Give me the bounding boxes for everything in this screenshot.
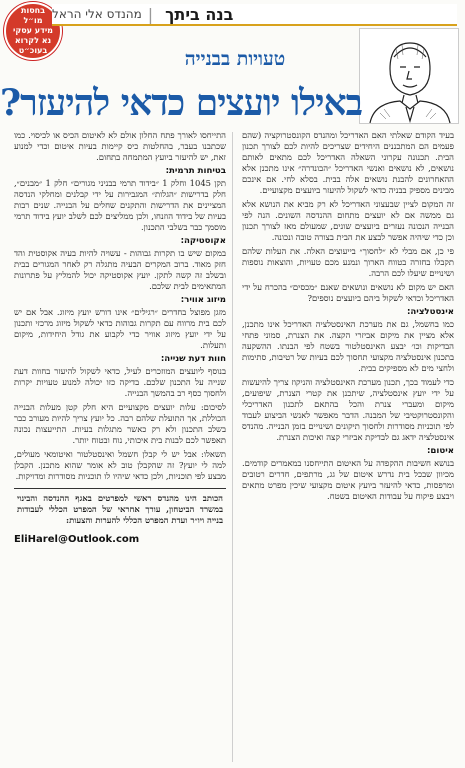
paragraph: תקן 1045 וחלק 1 ״בידוד תרמי בבניני מגורים״ חלק 1 ״מבנים״, חלק בדרישות ״הגלות״ המגבירות על ידי קבלנים ומחלקי הנדסה המציינים את הדרישות והתקנים שחלים על הבנייה. שנים רבות בעיות של בידוד הוזנחו, ולכן ממליצים לכם לשלב יועץ בידוד תרמי מוסמך כבר בשלבי התכנון. <box>14 178 226 232</box>
badge-line-5: בעוכ״ט <box>18 46 48 55</box>
paragraph: מזגן מפוצל בחדרים ״רגילים״ אינו דורש יועץ מיזוג. אבל אם יש לכם בית מרווח עם תקרות גבוהות כדאי לשקול מיזוג מרכזי ותכנון על ידי יועץ מיזוג אוויר כדי לקבוע את גודל היחידות, מיקום ותעלות. <box>14 307 226 350</box>
subheading: אינסטלציה: <box>406 307 454 317</box>
paragraph: התייחסו לאורך פתח החלון אולם לא לאיטום הכיס או לכיסוי. כמו שכתבנו בעבר, בהחלטות כיס קיימות בעיות איטום וכדי למנוע זאת, יש להיעזר ביועץ המתמחה בתחום. <box>14 130 226 162</box>
badge-line-3: מידע עסקי <box>13 26 53 35</box>
subheading: בטיחות תרמית: <box>165 166 226 176</box>
badge-line-2: מו״ל <box>23 16 43 25</box>
paragraph: כמו בחשמל, גם את מערכת האינסטלציה האדריכל אינו מתכנן, אלא מציין את מיקום אביזרי הקצה. את הצנרת, סמוני פתחי הבדיקות וכו׳ יבצע האינסטלטור בשטח לפי הבנתו. ההשקעה בתכנון אינסטלציה מקצועי תחסוך לכם בעיות של רטיבות, סתימות ולחצי מים לא מספיקים בבית. <box>242 319 454 373</box>
article-headline: באילו יועצים כדאי להיעזר? <box>0 82 362 124</box>
paragraph: לסיכום: עלות יועצים מקצועיים היא חלק קטן מעלות הבנייה הכוללת, אך התועלת שלהם רבה. כל יועץ צריך להיות מעורב כבר בשלב התכנון ולא רק כאשר מתגלות בעיות. התייעצות נכונה תאפשר לכם לבנות בית איכותי, נוח ובטוח יותר. <box>14 402 226 445</box>
left-column-body <box>14 130 226 482</box>
author-bio: הכותב הינו מהנדס ראשי למפרטים באגף ההנדסה והבינוי במשרד הביטחון, עורך אחראי של המפרט הכללי לעבודות בנייה ויו״ר ועדת המפרט הכללי להערות והצעות: <box>14 488 226 530</box>
article-columns <box>14 130 454 768</box>
paragraph: בנוסף ליועצים המוזכרים לעיל, כדאי לשקול להיעזר בחוות דעת שנייה על התכנון שלכם. בדיקה כזו יכולה למנוע טעויות יקרות ולחסוך כסף רב בהמשך הבנייה. <box>14 366 226 398</box>
author-portrait <box>359 28 459 124</box>
subheading: אקוסטיקה: <box>180 236 226 246</box>
paragraph: תשאלו: אבל יש לי קבלן חשמל ואינסטלטור ואיטומאי מעולים, למה לי יועץ? זה שהקבלן טוב לא אומר שהוא מתכנן. הקבלן מבצע לפי תוכניות, ולכן כדאי שיהיו לו תוכניות מסודרות ומדויקות. <box>14 449 226 481</box>
column-header-bar <box>52 4 457 26</box>
author-portrait-icon <box>360 29 458 123</box>
article-kicker: טעויות בבנייה <box>184 48 286 70</box>
paragraph: זה המקום לציין שבעצוני האדריכל לא רק מביא את הנושא אלא גם ממשה אם לא יועצים מתחום ההנדסה השונים. הנה לפי הבנייה הנכונה נעזרים ביועצים שונים, שמעולם מאז לצורך תכנון וכן כדי שיהיה אפשר לבצע את הבית בצורה טובה ונכונה. <box>242 199 454 242</box>
paragraph: כדי לעמוד בכך, תכנון מערכת האינסטלציה והניקוז צריך להיעשות על ידי יועץ אינסטלציה, שיתכנן את קטרי הצנרת, שיפועים, מיקום ומעברי צנרת והכל בהתאם לתכנון האדריכלי והקונסטרוקטיבי של המבנה. הדבר מאפשר לאנשי הביצוע לעבוד לפי תוכניות מסודרות ולחסוך תיקונים ושינויים בזמן הבנייה. מהנדס אינסטלציה ידאג גם לבדיקת אביזרי קצה ואיכות הצנרת. <box>242 377 454 442</box>
paragraph: האם יש מקום לא נושאים ונושאים שאנם ״מכסים״ בהכרח על ידי האדריכל וכדאי לשקול ביהם ביועצים נוספים? <box>242 282 454 303</box>
subheading: מיזוג אוויר: <box>180 295 226 305</box>
right-column <box>242 130 454 768</box>
header-separator: | <box>147 4 154 24</box>
section-title: בנה ביתך <box>165 4 234 24</box>
paragraph: בעיד הקודם שאלתי האם האדריכל ומהנדס הקונסטרוקציה (שהם פעמים הם המתכננים היחידים שצריכים להיות לכם לצורך תכנון הבית. תכנונה עקרוני השאלה האדריכל לכם מתאים לאותם נושאים, לא נושאים ואנשי האדריכל ״הבונדרה״ אינו מתכנן אלא ההאחרונים להבנת נושאים אלה בבית. בסלא לחי. אם אינכם מבינים מספיק בבניה כדאי לשקול להיעזר ביועצים מקצועיים. <box>242 130 454 195</box>
badge-line-4: נא לקרוא <box>14 36 52 45</box>
author-email: EliHarel@Outlook.com <box>14 534 140 545</box>
badge-line-1: בחסות <box>20 6 46 15</box>
subheading: איטום: <box>427 446 454 456</box>
paragraph: פי כן, אם מבלי לא ״לחסוך״ בייעוצים האלה. את העלות שלהם תקבלו בחזרה בטווח הארוך ונמנע מכם טעויות, והוצאות נוספות ושינויים שיעלו לכם הרבה. <box>242 246 454 278</box>
paragraph: במקום שיש בו תקרות גבוהות - עשויה להיות בעיה אקוסטית והד חזק מאוד. ברוב המקרים הבעיה מתגלה רק לאחר המגורים בבית ובשלב זה קשה לתקן. יועץ אקוסטיקה יכול להמליץ על פתרונות המתאימים לבית שלכם. <box>14 248 226 291</box>
left-column <box>14 130 226 768</box>
subheading: חוות דעת שנייה: <box>160 354 226 364</box>
author-name: מהנדס אלי הראל <box>52 7 142 21</box>
paragraph: בנושא חשיבות ההקפדה על האיטום התייחסנו במאמרים קודמים. מכיוון שבכל בית נדרש איטום של גג, מרתפים, חדרים רטובים ומרפסות, כדאי להיעזר ביועץ איטום מקצועי שיכין מפרט מתאים ויבצע פיקוח על עבודות האיטום בשטח. <box>242 458 454 501</box>
